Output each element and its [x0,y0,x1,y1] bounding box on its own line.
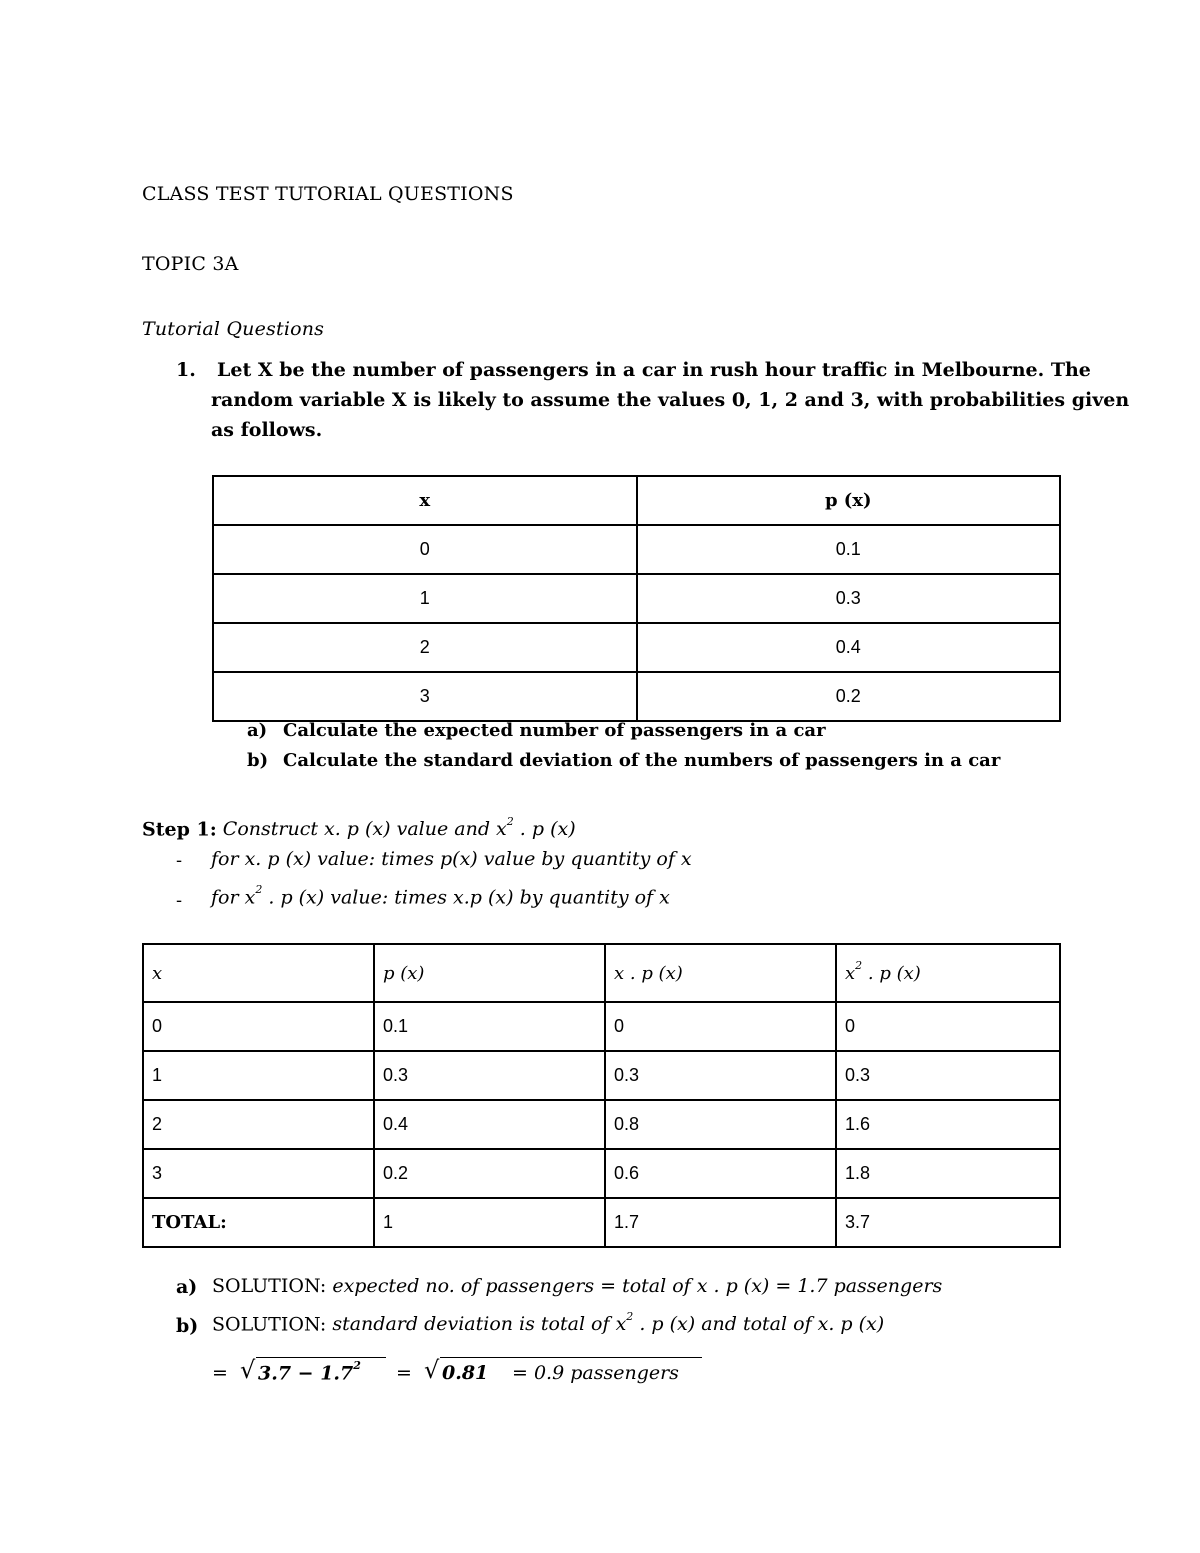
total-label: TOTAL: [143,1198,374,1247]
page-heading: CLASS TEST TUTORIAL QUESTIONS [142,183,514,205]
total-px: 1 [374,1198,605,1247]
step1-bullet-1: for x. p (x) value: times p(x) value by quantity of x [211,848,692,870]
cell: 0.8 [605,1100,836,1149]
probability-table [212,475,1061,722]
solution-a-text: expected no. of passengers = total of x . p (x) = 1.7 passengers [332,1275,943,1297]
sqrt-icon: √ [240,1356,256,1384]
table-row [143,1002,1060,1051]
total-x2px: 3.7 [836,1198,1060,1247]
bullet-dash: - [176,890,183,911]
topic-heading: TOPIC 3A [142,253,239,275]
cell: 0.3 [836,1051,1060,1100]
cell: 2 [143,1100,374,1149]
cell-px: 0.3 [637,574,1061,623]
header-px: p (x) [637,476,1061,525]
solution-a-word: SOLUTION: [212,1275,327,1297]
table-row [213,525,1060,574]
header-x: x [213,476,637,525]
cell: 0.3 [374,1051,605,1100]
cell: 1.8 [836,1149,1060,1198]
solution-b-word: SOLUTION: [212,1313,327,1336]
cell: 0 [143,1002,374,1051]
cell-x: 2 [213,623,637,672]
cell: 1 [143,1051,374,1100]
cell: 0 [836,1002,1060,1051]
eq-radicand-2: 0.81 [442,1362,489,1384]
cell-x: 0 [213,525,637,574]
cell-px: 0.4 [637,623,1061,672]
cell: 0.6 [605,1149,836,1198]
table-row [213,623,1060,672]
cell: 0.2 [374,1149,605,1198]
total-xpx: 1.7 [605,1198,836,1247]
step1-text: Construct x. p (x) value and $x^2$ . p (x) [222,815,576,841]
solution-b-line [212,1310,885,1336]
question-line-3: as follows. [211,419,323,441]
part-b-label: b) [247,750,269,771]
table-header-row [143,944,1060,1002]
step1-line [142,815,576,841]
cell: 0.3 [605,1051,836,1100]
table-row [213,574,1060,623]
part-b-text: Calculate the standard deviation of the numbers of passengers in a car [283,750,1001,771]
table-header-row [213,476,1060,525]
eq-result: = 0.9 passengers [512,1362,679,1384]
cell: 0.4 [374,1100,605,1149]
sqrt-icon: √ [424,1356,440,1384]
table-row [143,1100,1060,1149]
header-x2px: $x^2$ . p (x) [836,944,1060,1002]
solution-b-text: standard deviation is total of $x^2$ . p (x) and total of x. p (x) [332,1310,885,1336]
part-a-text: Calculate the expected number of passengers in a car [283,720,826,741]
question-line-2: random variable X is likely to assume the values 0, 1, 2 and 3, with probabilities given [211,389,1130,411]
eq-equals-1: = [212,1362,228,1384]
table-row [143,1149,1060,1198]
cell-px: 0.2 [637,672,1061,721]
eq-radicand-1: $3.7 - 1.7^2$ [258,1359,361,1385]
table-total-row [143,1198,1060,1247]
step1-label: Step 1: [142,818,217,841]
solution-a-label: a) [176,1276,198,1298]
bullet-dash: - [176,850,183,871]
step1-bullet-2: for $x^2$ . p (x) value: times x.p (x) by quantity of x [211,883,670,909]
solution-a-line [212,1275,942,1297]
computation-table [142,943,1061,1248]
cell: 0.1 [374,1002,605,1051]
question-number: 1. [176,359,196,381]
sqrt-bar [256,1357,386,1358]
sqrt-bar [440,1357,702,1358]
cell: 3 [143,1149,374,1198]
cell-x: 3 [213,672,637,721]
cell-px: 0.1 [637,525,1061,574]
solution-b-label: b) [176,1315,199,1337]
part-a-label: a) [247,720,268,741]
cell: 1.6 [836,1100,1060,1149]
table-row [213,672,1060,721]
table-row [143,1051,1060,1100]
section-label: Tutorial Questions [142,318,325,340]
question-line-1: Let X be the number of passengers in a car in rush hour traffic in Melbourne. The [217,359,1091,381]
header-x: x [143,944,374,1002]
header-xpx: x . p (x) [605,944,836,1002]
cell-x: 1 [213,574,637,623]
eq-equals-2: = [396,1362,412,1384]
cell: 0 [605,1002,836,1051]
header-px: p (x) [374,944,605,1002]
